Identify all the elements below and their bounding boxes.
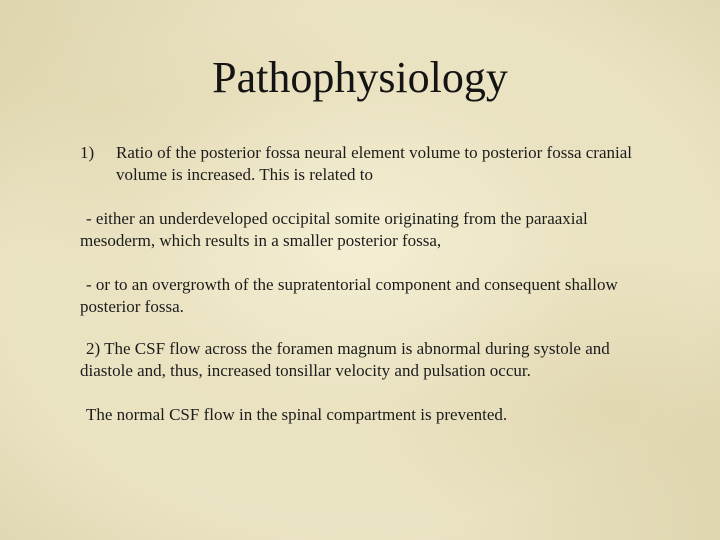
- paragraph-csf-flow-prevented: The normal CSF flow in the spinal compartment is prevented.: [86, 405, 508, 424]
- list-number: 1): [80, 143, 95, 162]
- slide-title: Pathophysiology: [212, 53, 508, 102]
- slide-body: [80, 142, 660, 426]
- list-item-1: [80, 142, 660, 186]
- paragraph-underdeveloped-somite: - either an underdeveloped occipital somite originating from the paraaxial mesoderm, which results in a smaller posterior fossa,: [80, 209, 588, 250]
- paragraph-csf-flow-abnormal: 2) The CSF flow across the foramen magnum is abnormal during systole and diastole and, thus, increased tonsillar velocity and pulsation occur.: [80, 339, 610, 380]
- list-item-text: Ratio of the posterior fossa neural element volume to posterior fossa cranial volume is increased. This is related to: [116, 143, 632, 184]
- paragraph-supratentorial-overgrowth: - or to an overgrowth of the supratentorial component and consequent shallow posterior fossa.: [80, 275, 618, 316]
